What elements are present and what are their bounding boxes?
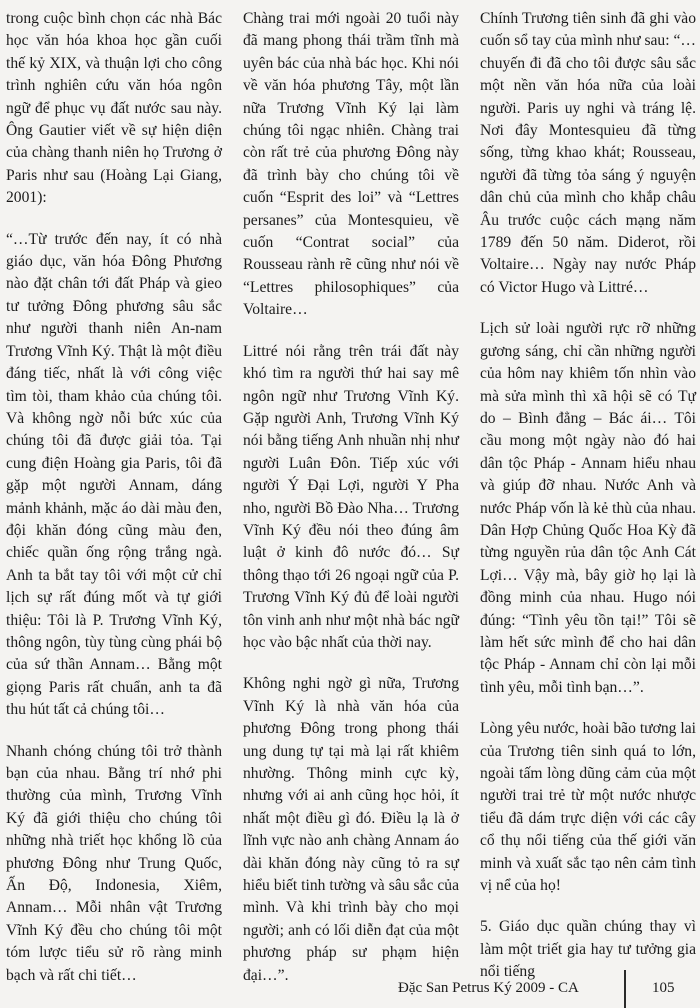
paragraph: 5. Giáo dục quần chúng thay vì làm một triết gia hay tư tưởng gia nổi tiếng <box>480 918 696 981</box>
page-number: 105 <box>652 980 675 996</box>
paragraph: Lịch sử loài người rực rỡ những gương sáng, chỉ cần những người của hôm nay khiêm tốn nhìn vào mà sửa mình thì xã hội sẽ có Tự do – Bình đẳng – Bác ái… Tôi cầu mong một ngày nào đó hai dân tộc Pháp - Annam hiểu nhau và giúp đỡ nhau. Nước Anh và nước Pháp vốn là kẻ thù của nhau. Dân Hợp Chủng Quốc Hoa Kỳ đã từng nguyền rủa dân tộc Anh Cát Lợi… Vậy mà, bây giờ họ lại là đồng minh của nhau. Hugo nói đúng: “Tình yêu tồn tại!” Tôi sẽ làm hết sức mình để cho hai dân tộc Pháp - Annam chỉ còn lại mỗi tình yêu, mỗi tình bạn…”. <box>480 320 696 696</box>
paragraph: Littré nói rằng trên trái đất này khó tìm ra người thứ hai say mê ngôn ngữ như Trương Vĩnh Ký. Gặp người Anh, Trương Vĩnh Ký nói bằng tiếng Anh nhuần nhị như người Luân Đôn. Tiếp xúc với người Ý Đại Lợi, người Y Pha nho, người Bồ Đào Nha… Trương Vĩnh Ký đều nói theo đúng âm luật ở kinh đô nước đó… Sự thông thạo tới 26 ngoại ngữ của P. Trương Vĩnh Ký đủ để loài người tôn vinh anh như một nhà bác ngữ học vào bậc nhất của thời nay. <box>243 342 459 651</box>
paragraph: Lòng yêu nước, hoài bão tương lai của Trương tiên sinh quá to lớn, ngoài tấm lòng dũng cảm của một người trai trẻ từ một nước nhược tiểu đã dám trực diện với các cây cổ thụ nổi tiếng của thế giới văn minh và xuất sắc tạo nên cảm tình vị nể của họ! <box>480 720 696 895</box>
text-column-3 <box>480 8 696 995</box>
text-column-1 <box>6 8 222 998</box>
paragraph: Không nghi ngờ gì nữa, Trương Vĩnh Ký là nhà văn hóa của phương Đông trong phong thái ung dung tự tại mà lại rất khiêm nhường. Thông minh cực kỳ, nhưng với ai anh cũng học hỏi, ít nhất một điều gì đó. Điều lạ là ở lĩnh vực nào anh chàng Annam áo dài khăn đóng này cũng tỏ ra sự hiểu biết tinh tường và sâu sắc của mình. Và khi trình bày cho mọi người; anh có lối diễn đạt của một phương pháp sư phạm hiện đại…”. <box>243 675 459 984</box>
paragraph: “…Từ trước đến nay, ít có nhà giáo dục, văn hóa Đông Phương nào đặt chân tới đất Pháp và gieo tư tưởng Đông phương sâu sắc như người thanh niên An-nam Trương Vĩnh Ký. Thật là một điều đáng tiếc, nhất là với công việc tìm tòi, tham khảo của chúng tôi. Và không ngờ nỗi bức xúc của chúng tôi đã được giải tỏa. Tại cung điện Hoàng gia Paris, tôi đã gặp một người Annam, dáng mảnh khảnh, mặc áo dài màu đen, đội khăn đóng cũng màu đen, chiếc quần ống rộng trắng ngà. Anh ta bắt tay tôi với một cử chỉ lịch sự rất đúng mốt và tự giới thiệu: Tôi là P. Trương Vĩnh Ký, thông ngôn, tùy tùng cùng phái bộ của sứ thần Annam… Bằng một giọng Paris rất chuẩn, anh ta đã thu hút tất cả chúng tôi… <box>6 230 222 719</box>
paragraph: Chính Trương tiên sinh đã ghi vào cuốn sổ tay của mình như sau: “…chuyến đi đã cho tôi được sâu sắc một nền văn hóa nữa của loài người. Paris uy nghi và tráng lệ. Nơi đây Montesquieu đã từng sống, từng khao khát; Rousseau, người đã từng tỏa sáng ý nguyện dân chủ của mình cho khắp châu Âu trước cuộc cách mạng năm 1789 đến 50 năm. Diderot, rồi Voltaire… Ngày nay nước Pháp có Victor Hugo và Littré… <box>480 10 696 296</box>
footer-divider <box>624 970 626 1008</box>
text-column-2 <box>243 8 459 998</box>
publication-footer: Đặc San Petrus Ký 2009 - CA <box>398 980 579 996</box>
paragraph: Chàng trai mới ngoài 20 tuổi này đã mang phong thái trầm tĩnh mà uyên bác của nhà bác học. Khi nói về văn hóa phương Tây, một lần nữa Trương Vĩnh Ký lại làm chúng tôi ngạc nhiên. Chàng trai còn rất trẻ của phương Đông này đã trình bày cho chúng tôi về cuốn “Esprit des loi” và “Lettres persanes” của Montesquieu, về cuốn “Contrat social” của Rousseau rành rẽ cũng như nói về “Lettres philosophiques” của Voltaire… <box>243 10 459 319</box>
paragraph: trong cuộc bình chọn các nhà Bác học văn hóa khoa học gần cuối thế kỷ XIX, và thuận lợi cho công trình nghiên cứu văn hóa ngôn ngữ để phục vụ đất nước sau này. Ông Gautier viết về sự hiện diện của chàng thanh niên họ Trương ở Paris như sau (Hoàng Lại Giang, 2001): <box>6 10 222 207</box>
paragraph: Nhanh chóng chúng tôi trở thành bạn của nhau. Bằng trí nhớ phi thường của mình, Trương Vĩnh Ký đã giới thiệu cho chúng tôi những nhà triết học khổng lồ của phương Đông như Trung Quốc, Ấn Độ, Indonesia, Xiêm, Annam… Mỗi nhân vật Trương Vĩnh Ký đều cho chúng tôi một tóm lược tiểu sử rõ ràng minh bạch và rất chi tiết… <box>6 742 222 984</box>
